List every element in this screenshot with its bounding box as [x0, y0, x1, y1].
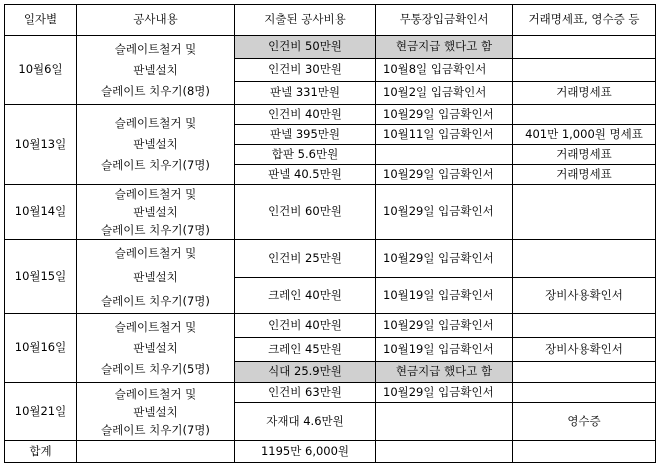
deposit-cell: 10월29일 입금확인서 [376, 185, 513, 240]
total-receipt-cell [513, 441, 656, 463]
date-cell: 10월15일 [5, 240, 77, 314]
table-row [5, 36, 656, 59]
table-row [5, 383, 656, 403]
work-line: 슬레이트철거 및 [114, 319, 197, 334]
work-crew: 슬레이트 치우기(7명) [101, 223, 210, 237]
deposit-cell: 10월11일 입금확인서 [376, 125, 513, 145]
deposit-cell: 10월29일 입금확인서 [376, 383, 513, 403]
cost-cell: 크레인 45만원 [235, 338, 376, 362]
date-cell: 10월21일 [5, 383, 77, 441]
cost-cell: 인건비 50만원 [235, 36, 376, 59]
receipt-cell [513, 105, 656, 125]
receipt-cell: 장비사용확인서 [513, 278, 656, 314]
receipt-cell: 거래명세표 [513, 82, 656, 105]
work-line: 슬레이트철거 및 [114, 187, 197, 201]
date-cell: 10월6일 [5, 36, 77, 105]
expense-document [4, 4, 656, 463]
work-line: 슬레이트철거 및 [114, 386, 197, 401]
date-cell: 10월13일 [5, 105, 77, 185]
cost-cell: 합판 5.6만원 [235, 145, 376, 165]
deposit-cell: 10월8일 입금확인서 [376, 59, 513, 82]
receipt-cell: 401만 1,000원 명세표 [513, 125, 656, 145]
total-cost: 1195만 6,000원 [235, 441, 376, 463]
total-row [5, 441, 656, 463]
deposit-cell: 10월29일 입금확인서 [376, 105, 513, 125]
receipt-cell: 거래명세표 [513, 145, 656, 165]
work-line: 판넬설치 [133, 340, 178, 355]
total-label: 합계 [5, 441, 77, 463]
deposit-cell: 현금지급 했다고 함 [376, 362, 513, 383]
work-line: 슬레이트철거 및 [114, 41, 197, 56]
cost-cell: 인건비 63만원 [235, 383, 376, 403]
receipt-cell [513, 59, 656, 82]
table-row [5, 185, 656, 240]
work-line: 판넬설치 [133, 62, 178, 77]
work-crew: 슬레이트 치우기(5명) [101, 361, 210, 376]
work-line: 판넬설치 [133, 404, 178, 419]
header-receipt: 거래명세표, 영수증 등 [513, 5, 656, 36]
total-deposit-cell [376, 441, 513, 463]
work-crew: 슬레이트 치우기(7명) [101, 422, 210, 437]
deposit-cell: 현금지급 했다고 함 [376, 36, 513, 59]
work-line: 판넬설치 [133, 205, 178, 219]
work-cell [77, 240, 235, 314]
work-cell [77, 36, 235, 105]
deposit-cell: 10월29일 입금확인서 [376, 165, 513, 185]
table-row [5, 240, 656, 278]
header-row [5, 5, 656, 36]
work-line: 판넬설치 [133, 137, 178, 151]
cost-cell: 판넬 331만원 [235, 82, 376, 105]
deposit-cell: 10월29일 입금확인서 [376, 314, 513, 338]
cost-cell: 인건비 40만원 [235, 314, 376, 338]
work-crew: 슬레이트 치우기(8명) [101, 83, 210, 98]
work-line: 슬레이트철거 및 [114, 245, 197, 260]
receipt-cell [513, 383, 656, 403]
deposit-cell: 10월2일 입금확인서 [376, 82, 513, 105]
date-cell: 10월14일 [5, 185, 77, 240]
header-deposit: 무통장입금확인서 [376, 5, 513, 36]
cost-cell: 자재대 4.6만원 [235, 403, 376, 441]
cost-cell: 판넬 40.5만원 [235, 165, 376, 185]
deposit-cell: 10월29일 입금확인서 [376, 240, 513, 278]
deposit-cell [376, 403, 513, 441]
cost-cell: 크레인 40만원 [235, 278, 376, 314]
total-work-cell [77, 441, 235, 463]
cost-cell: 식대 25.9만원 [235, 362, 376, 383]
cost-cell: 인건비 25만원 [235, 240, 376, 278]
receipt-cell [513, 185, 656, 240]
header-work: 공사내용 [77, 5, 235, 36]
date-cell: 10월16일 [5, 314, 77, 383]
cost-cell: 인건비 40만원 [235, 105, 376, 125]
cost-cell: 인건비 60만원 [235, 185, 376, 240]
work-cell [77, 185, 235, 240]
receipt-cell: 거래명세표 [513, 165, 656, 185]
table-row [5, 105, 656, 125]
work-line: 판넬설치 [133, 269, 178, 284]
deposit-cell: 10월19일 입금확인서 [376, 278, 513, 314]
deposit-cell: 10월19일 입금확인서 [376, 338, 513, 362]
receipt-cell: 장비사용확인서 [513, 338, 656, 362]
table-row [5, 314, 656, 338]
receipt-cell [513, 362, 656, 383]
receipt-cell [513, 36, 656, 59]
work-cell [77, 105, 235, 185]
deposit-cell [376, 145, 513, 165]
work-crew: 슬레이트 치우기(7명) [101, 158, 210, 172]
receipt-cell [513, 314, 656, 338]
header-cost: 지출된 공사비용 [235, 5, 376, 36]
header-date: 일자별 [5, 5, 77, 36]
work-crew: 슬레이트 치우기(7명) [101, 293, 210, 308]
receipt-cell: 영수증 [513, 403, 656, 441]
receipt-cell [513, 240, 656, 278]
work-line: 슬레이트철거 및 [114, 116, 197, 130]
work-cell [77, 314, 235, 383]
cost-cell: 판넬 395만원 [235, 125, 376, 145]
cost-cell: 인건비 30만원 [235, 59, 376, 82]
expense-table [4, 4, 656, 463]
work-cell [77, 383, 235, 441]
